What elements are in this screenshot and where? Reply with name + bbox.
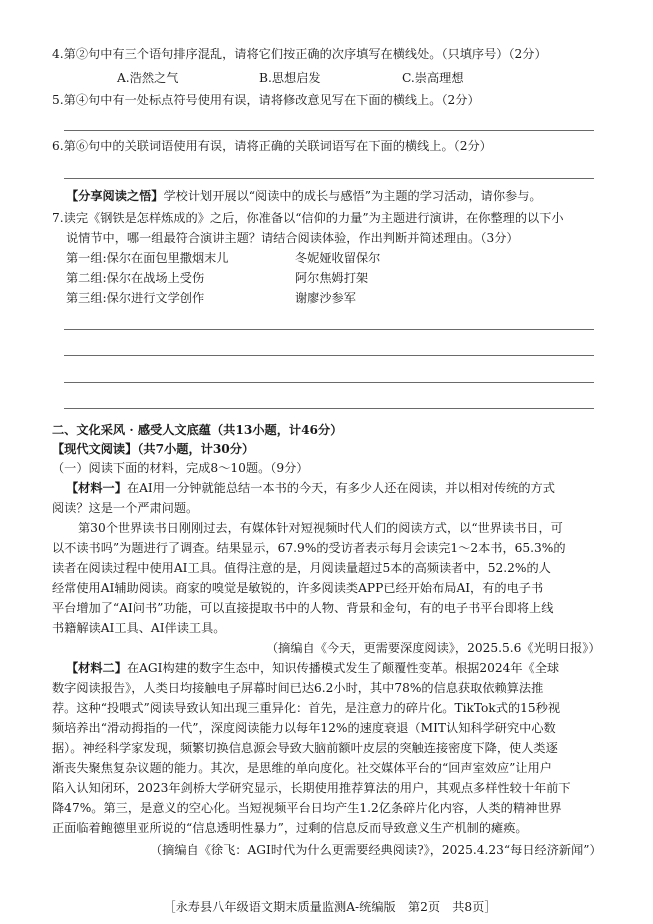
- share-intro: [66, 188, 542, 204]
- material-2-line-7: 陷入认知闭环，2023年剑桥大学研究显示，长期使用推荐算法的用户，其观点多样性较十年前下: [52, 781, 571, 795]
- material-2-source: （摘编自《徐飞：AGI时代为什么更需要经典阅读?》，2025.4.23“每日经济新闻”）: [150, 843, 602, 857]
- material-2-line-8: 降47%。第三，是意义的空心化。当短视频平台日均产生1.2亿条碎片化内容，人类的精神世界: [52, 801, 562, 815]
- material-1-line-4: 以不读书吗”为题进行了调查。结果显示，67.9%的受访者表示每月会读完1～2本书，65.3%的: [52, 541, 566, 555]
- q7-stem-line2: 说情节中，哪一组最符合演讲主题？请结合阅读体验，作出判断并简述理由。（3分）: [66, 231, 519, 245]
- q7-group-2-event: 阿尔焦姆打架: [295, 271, 369, 285]
- q6-stem: 6.第⑥句中的关联词语使用有误，请将正确的关联词语写在下面的横线上。（2分）: [52, 139, 492, 153]
- q7-group-3-event: 谢廖沙参军: [295, 291, 356, 305]
- page-footer: ［永寿县八年级语文期末质量监测A-统编版 第2页 共8页］: [163, 900, 497, 914]
- material-1-text: 在AI用一分钟就能总结一本书的今天，有多少人还在阅读，并以相对传统的方式: [126, 481, 555, 495]
- material-2-line-4: 频培养出“滑动拇指的一代”，深度阅读能力以每年12%的速度衰退（MIT认知科学研究中心数: [52, 721, 556, 735]
- material-2-line-5: 据）。神经科学家发现，频繁切换信息源会导致大脑前额叶皮层的突触连接密度下降，使人类逐: [52, 741, 558, 755]
- share-heading: 【分享阅读之悟】: [66, 189, 164, 203]
- q4-option-b: B.思想启发: [259, 71, 321, 85]
- modern-reading-heading: 【现代文阅读】（共7小题，计30分）: [52, 442, 255, 456]
- q7-group-1-label: 第一组:保尔在面包里撒烟末儿: [66, 251, 229, 265]
- material-2-heading: 【材料二】: [66, 661, 127, 675]
- answer-line[interactable]: [64, 178, 594, 179]
- material-1-line-3: 第30个世界读书日刚刚过去，有媒体针对短视频时代人们的阅读方式，以“世界读书日，可: [78, 521, 563, 535]
- material-2-line-2: 数字阅读报告》，人类日均接触电子屏幕时间已达6.2小时，其中78%的信息获取依赖算法推: [52, 681, 544, 695]
- material-1-source: （摘编自《今天，更需要深度阅读》，2025.5.6《光明日报》）: [266, 641, 601, 655]
- material-2-line-9: 正面临着鲍德里亚所说的“信息透明性暴力”，过剩的信息反而导致意义生产机制的瘫痪。: [52, 821, 528, 835]
- section-2-title: 二、文化采风 · 感受人文底蕴（共13小题，计46分）: [52, 423, 343, 437]
- answer-line[interactable]: [64, 329, 594, 330]
- material-2-text: 在AGI构建的数字生态中，知识传播模式发生了颠覆性变革。根据2024年《全球: [126, 661, 560, 675]
- material-1-line-2: 阅读？这是一个严肃问题。: [52, 501, 199, 515]
- answer-line[interactable]: [64, 382, 594, 383]
- material-2-line-1: [66, 660, 559, 676]
- answer-line[interactable]: [64, 355, 594, 356]
- answer-line[interactable]: [64, 130, 594, 131]
- q7-group-2-label: 第二组:保尔在战场上受伤: [66, 271, 205, 285]
- material-1-line-8: 书籍解读AI工具、AI伴读工具。: [52, 621, 226, 635]
- q7-group-3-label: 第三组:保尔进行文学创作: [66, 291, 205, 305]
- material-2-line-3: 荐。这种“投喂式”阅读导致认知出现三重异化：首先，是注意力的碎片化。TikTok式的15秒视: [52, 701, 561, 715]
- q7-stem-line1: 7.读完《钢铁是怎样炼成的》之后，你准备以“信仰的力量”为主题进行演讲，在你整理的以下小: [52, 211, 564, 225]
- material-2-line-6: 渐丧失聚焦复杂议题的能力。其次，是思维的单向度化。社交媒体平台的“回声室效应”让用户: [52, 761, 552, 775]
- part-1-instruction: （一）阅读下面的材料，完成8～10题。（9分）: [52, 461, 309, 475]
- material-1-line-7: 平台增加了“AI问书”功能，可以直接提取书中的人物、背景和金句，有的电子书平台即将上线: [52, 601, 554, 615]
- material-1-line-5: 读者在阅读过程中使用AI工具。值得注意的是，月阅读量超过5本的高频读者中，52.2%的人: [52, 561, 551, 575]
- q4-option-a: A.浩然之气: [117, 71, 179, 85]
- share-intro-text: 学校计划开展以“阅读中的成长与感悟”为主题的学习活动，请你参与。: [163, 189, 542, 203]
- material-1-heading: 【材料一】: [66, 481, 127, 495]
- material-1-line-6: 经常使用AI辅助阅读。商家的嗅觉是敏锐的，许多阅读类APP已经开始布局AI，有的电子书: [52, 581, 544, 595]
- q7-group-1-event: 冬妮娅收留保尔: [295, 251, 381, 265]
- q4-option-c: C.崇高理想: [402, 71, 464, 85]
- answer-line[interactable]: [64, 408, 594, 409]
- material-1-line-1: [66, 480, 555, 496]
- q5-stem: 5.第④句中有一处标点符号使用有误，请将修改意见写在下面的横线上。（2分）: [52, 93, 480, 107]
- q4-stem: 4.第②句中有三个语句排序混乱，请将它们按正确的次序填写在横线处。（只填序号）（2分）: [52, 47, 547, 61]
